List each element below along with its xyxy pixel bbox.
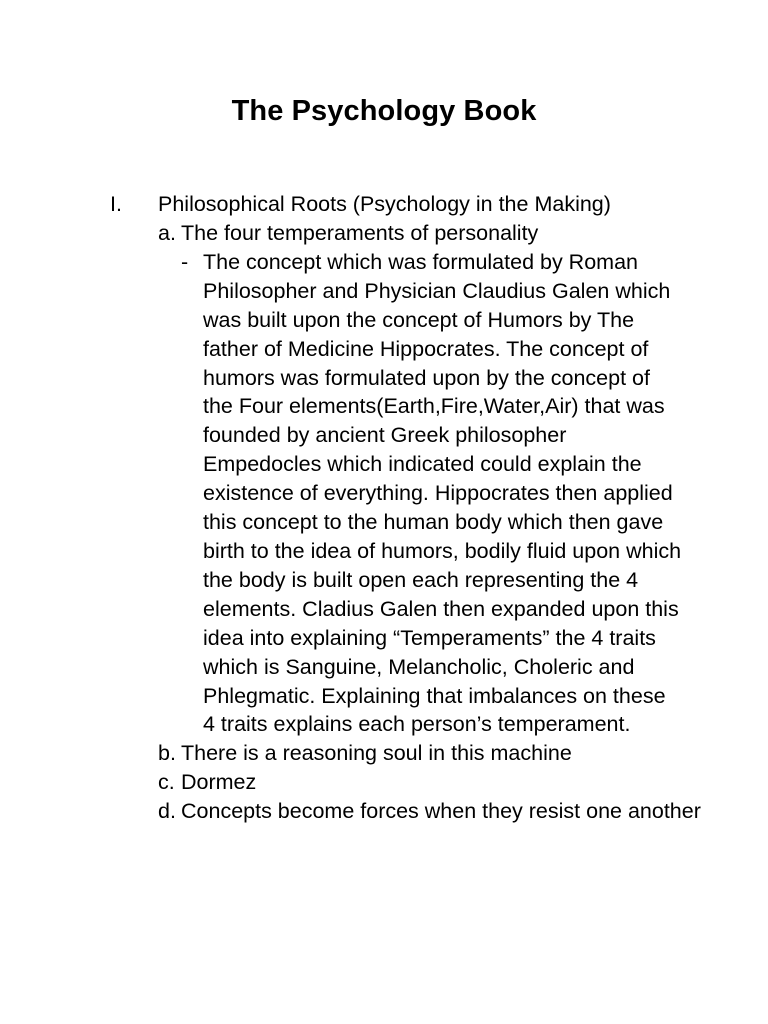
list-item-a-text: The four temperaments of personality — [181, 221, 539, 245]
list-marker-c: c. — [158, 770, 175, 795]
list-marker-a: a. — [158, 221, 176, 245]
section-heading: Philosophical Roots (Psychology in the Making) — [158, 192, 611, 216]
roman-numeral-marker: I. — [110, 192, 122, 216]
list-marker-b: b. — [158, 741, 176, 766]
list-item-c — [0, 768, 768, 797]
list-item-d-text: Concepts become forces when they resist one another — [181, 799, 701, 824]
outline-list — [0, 219, 768, 826]
list-marker-d: d. — [158, 799, 176, 824]
list-item-d — [0, 797, 768, 826]
dash-marker: - — [181, 249, 189, 274]
sub-list-item-text: The concept which was formulated by Roman Philosopher and Physician Claudius Galen which was built upon the concept of Humors by The father of Medicine Hippocrates. The concept of humors was formulated upon by the concept of the Four elements(Earth,Fire,Water,Air) that was founded by ancient Greek philosopher Empedocles which indicated could explain the existence of everything. Hippocrates then applied this concept to the human body which then gave birth to the idea of humors, bodily fluid upon which the body is built open each representing the 4 elements. Cladius Galen then expanded upon this idea into explaining “Temperaments” the 4 traits which is Sanguine, Melancholic, Choleric and Phlegmatic. Explaining that imbalances on these 4 traits explains each person’s temperament. — [203, 249, 682, 737]
list-item-a — [0, 219, 768, 248]
list-item-c-text: Dormez — [181, 770, 257, 795]
list-item-b — [0, 739, 768, 768]
document-title: The Psychology Book — [231, 95, 537, 127]
list-item-b-text: There is a reasoning soul in this machine — [181, 741, 572, 766]
sub-list-item — [0, 248, 768, 739]
